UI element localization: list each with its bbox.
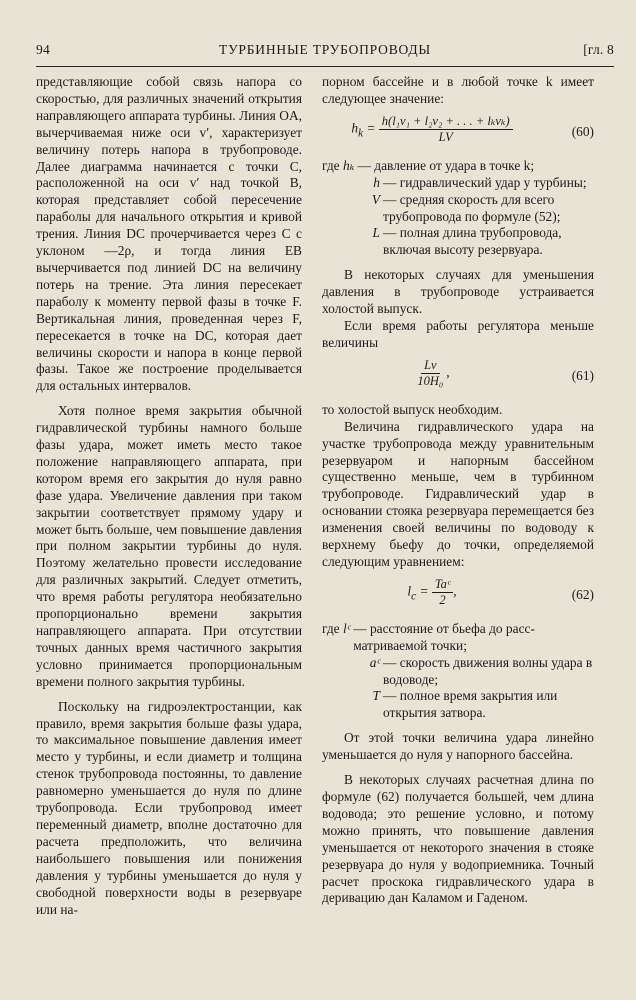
running-header bbox=[36, 42, 614, 67]
formula-62-tail: , bbox=[453, 583, 457, 599]
paragraph-surge-tank: Величина гидравлического удара на участке трубопровода между уравнительным резервуаром и напорным бассейном существенно меньше, чем в турбинном трубопроводе. Гидравлический удар в основании стояка резервуара перемещается без изменения своей величины по водоводу к верхнему бьефу до точки, определяемой следующим уравнением: bbox=[322, 418, 594, 569]
definition-text: — средняя скорость для всего трубопровода по формуле (52); bbox=[383, 191, 561, 224]
left-column bbox=[36, 74, 302, 918]
formula-61 bbox=[322, 358, 594, 398]
chapter-marker: [гл. 8 bbox=[583, 42, 614, 57]
definitions-60-lead: где bbox=[322, 157, 340, 173]
definitions-62 bbox=[322, 621, 594, 722]
definition-row bbox=[322, 621, 594, 655]
formula-62-fraction bbox=[432, 577, 453, 608]
definition-row bbox=[322, 175, 594, 192]
definition-symbol: hₖ bbox=[342, 157, 355, 173]
definition-row bbox=[322, 192, 594, 226]
paragraph-closing-time: Хотя полное время закрытия обычной гидравлической турбины намного больше фазы удара, может иметь место такое положение направляющего аппарата, при котором время его закрытия до нуля равно фазе удара. Увеличение давления при таком закрытии соответствует прямому удару и может быть больше, чем повышение давления при полном закрытии турбины до нуля. Поэтому желательно провести исследование для различных закрытий. Следует отметить, что время работы регулятора необязательно пропорционально времени закрытия направляющего аппарата. При отсутствии точных данных время частичного закрытия условно принимается пропорциональным времени полного закрытия турбины. bbox=[36, 403, 302, 689]
definition-symbol: aᶜ bbox=[369, 654, 380, 670]
page-number: 94 bbox=[36, 42, 50, 57]
definition-symbol: lᶜ bbox=[342, 620, 351, 636]
paragraph-idle-outlet: В некоторых случаях для уменьшения давления в трубопроводе устраивается холостой выпуск. bbox=[322, 267, 594, 317]
paragraph-continuation: представляющие собой связь напора со скоростью, для различных значений открытия направляющего аппарата турбины. Линия OA, вычерчиваемая ниже оси v′, характеризует величину потерь напора в трубопроводе. Далее диаграмма начинается с точки C, расположенной на оси v′ над точкой B, которая представляет собой пересечение параболы для начального открытия и кривой трения. Линия DC прочерчивается через C с уклоном —2ρ, и тогда линия EB вычерчивается под линией DC на величину потерь на трение. Эта линия пересекает параболу к моменту первой фазы в точке F. Вертикальная линия, проведенная через F, пересекается в точке на DC, которая дает величины скорости и напора в конце первой фазы. Такое же построение проделывается для остальных интервалов. bbox=[36, 74, 302, 394]
definition-symbol: h bbox=[373, 174, 380, 190]
formula-60-fraction bbox=[379, 114, 513, 145]
formula-60-lhs: h bbox=[351, 120, 359, 136]
formula-60: $h_k$ = $\frac{\text{h(l₁v₁ + l₂v₂ + . . . + lₖvₖ)}}{LV}$ (60) bbox=[351, 113, 594, 144]
definition-row bbox=[322, 158, 594, 175]
formula-61-fraction bbox=[414, 358, 446, 389]
formula-62-lhs: l bbox=[407, 583, 412, 599]
paragraph-then-needed: то холостой выпуск необходим. bbox=[322, 401, 503, 417]
right-column bbox=[322, 74, 594, 907]
definition-row bbox=[322, 225, 594, 259]
formula-62-denominator: 2 bbox=[439, 592, 446, 607]
formula-61-number: (61) bbox=[571, 367, 594, 383]
formula-61-tail: , bbox=[446, 364, 450, 380]
formula-62-numerator: Taᶜ bbox=[432, 577, 453, 593]
formula-60-denominator: LV bbox=[438, 129, 453, 144]
paragraph-hydro-station: Поскольку на гидроэлектростанции, как правило, время закрытия больше фазы удара, то максимальное повышение давления имеет место у турбины, и если диаметр и толщина стенок трубопровода постоянны, то давление равномерно уменьшается до нуля по длине трубопровода. Если трубопровод имеет переменный диаметр, вполне достаточно для расчета предположить, что величина наибольшего повышения или понижения давления у турбины уменьшается до нуля у свободной поверхности воды в резервуаре или на- bbox=[36, 698, 302, 917]
formula-60-number: (60) bbox=[571, 123, 594, 139]
formula-62: $l_c$ = $\frac{\text{Taᶜ}}{2}$ , (62) bbox=[407, 576, 594, 607]
definition-row bbox=[322, 688, 594, 722]
running-title: ТУРБИННЫЕ ТРУБОПРОВОДЫ bbox=[219, 42, 431, 57]
definition-symbol: L bbox=[372, 225, 380, 241]
definition-text: — давление от удара в точке k; bbox=[357, 157, 535, 173]
paragraph-if-time: Если время работы регулятора меньше величины bbox=[322, 317, 594, 350]
formula-62-number: (62) bbox=[571, 586, 594, 602]
formula-61-denominator: 10H₀ bbox=[417, 373, 444, 388]
paragraph-linear-decrease: От этой точки величина удара линейно уменьшается до нуля у напорного бассейна. bbox=[322, 730, 594, 763]
formula-60-lhs-sub: k bbox=[358, 127, 364, 140]
definition-text: — скорость движения волны удара в водоводе; bbox=[383, 654, 593, 687]
definition-text: — гидравлический удар у турбины; bbox=[383, 174, 587, 190]
formula-61-numerator: Lv bbox=[421, 358, 440, 374]
definitions-62-lead: где bbox=[322, 620, 340, 636]
paragraph-some-cases: В некоторых случаях расчетная длина по формуле (62) получается большей, чем длина водовода; это решение условно, и потому можно принять, что повышение давления уменьшается от некоторого значения в стояке резервуара до нуля у водоприемника. Точный расчет проскока гидравлического удара в деривацию дан Каламом и Гаденом. bbox=[322, 772, 594, 906]
definition-text: — полная длина трубопровода, включая высоту резервуара. bbox=[383, 225, 562, 258]
definition-text: — расстояние от бьефа до рассматриваемой точки; bbox=[353, 620, 535, 653]
definition-row bbox=[322, 655, 594, 689]
definitions-60 bbox=[322, 158, 594, 259]
definition-symbol: T bbox=[372, 688, 380, 704]
formula-62-lhs-sub: c bbox=[411, 590, 417, 603]
formula-60-numerator: h(l₁v₁ + l₂v₂ + . . . + lₖvₖ) bbox=[379, 114, 513, 130]
definition-text: — полное время закрытия или открытия затвора. bbox=[383, 688, 558, 721]
paragraph-continued: порном бассейне и в любой точке k имеет следующее значение: bbox=[322, 74, 594, 106]
definition-symbol: V bbox=[371, 191, 380, 207]
